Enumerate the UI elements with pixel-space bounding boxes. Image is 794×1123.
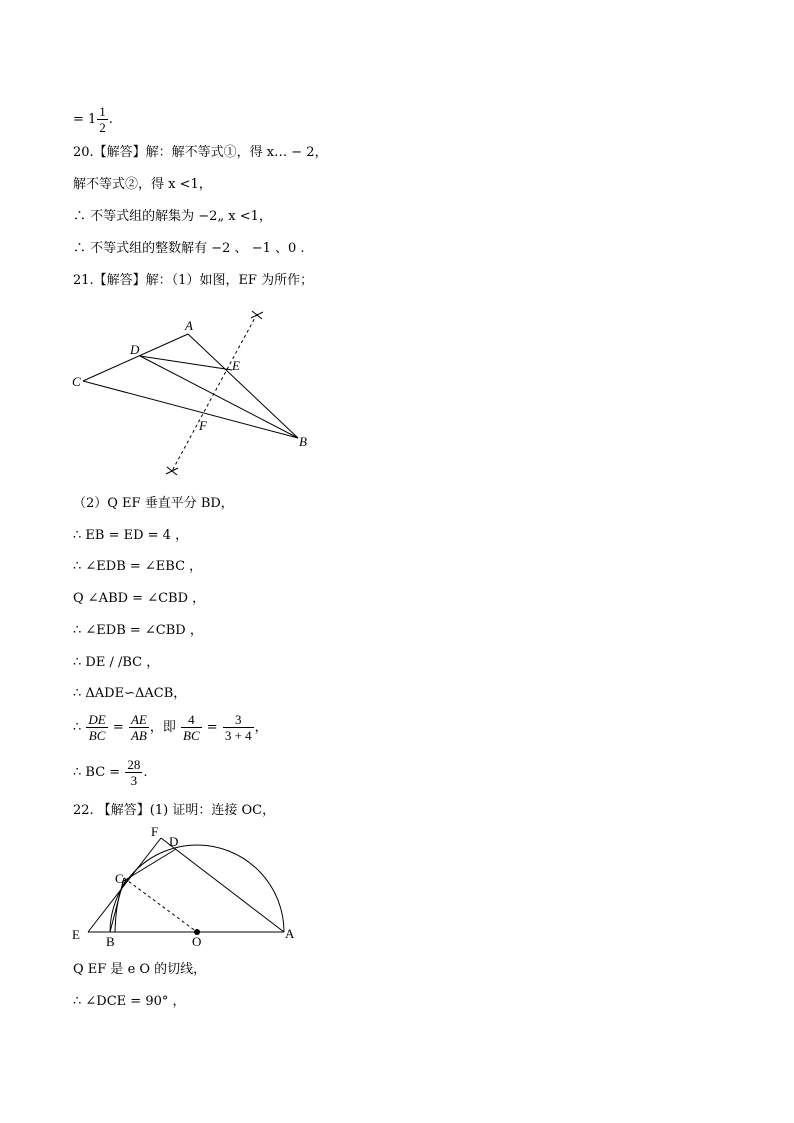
q22-line-1: 22. 【解答】(1) 证明：连接 OC， (73, 803, 276, 818)
q22-line-3: ∴ ∠DCE = 90° ， (73, 994, 186, 1009)
result-suffix: . (108, 112, 113, 127)
segment-oc-dashed (124, 878, 197, 932)
q20-line-3: ∴ 不等式组的解集为 −2„ x <1， (73, 209, 272, 224)
arc-mark-top (251, 311, 263, 319)
label-c: C (72, 374, 81, 389)
label-b: B (299, 434, 307, 449)
label-o: O (192, 934, 202, 949)
q21-line-7: ∴ DE / /BC ， (73, 655, 160, 670)
numerator: AE (130, 712, 147, 727)
q21-line-10 (73, 757, 147, 788)
fraction-denominator: 2 (99, 120, 106, 135)
connector-text: ，即 (149, 720, 176, 735)
q22-line-2: Q EF 是 e O 的切线， (73, 962, 207, 977)
q21-line-5: Q ∠ABD = ∠CBD ， (73, 591, 206, 606)
denominator: 3 + 4 (224, 728, 252, 743)
label-e: E (72, 927, 80, 942)
label-d: D (169, 834, 179, 849)
arc-mark-bottom (166, 467, 178, 475)
result-fraction (97, 104, 108, 135)
therefore-symbol: ∴ (73, 720, 82, 735)
segment-fa (161, 838, 284, 932)
segment-cb (83, 381, 298, 438)
q20-line-4: ∴ 不等式组的整数解有 −2 、 −1 、0 . (73, 241, 305, 256)
q21-line-2: （2）Q EF 垂直平分 BD， (73, 496, 234, 511)
q21-line-1: 21.【解答】解：（1）如图，EF 为所作； (73, 273, 314, 288)
numerator: 28 (127, 757, 141, 772)
denominator: AB (130, 728, 147, 743)
fraction-28-3 (125, 757, 142, 788)
fraction-numerator: 1 (99, 104, 106, 119)
q21-line-3: ∴ EB = ED = 4 ， (73, 528, 189, 543)
q20-line-1: 20.【解答】解：解不等式①，得 x… − 2， (73, 145, 328, 160)
semicircle-arc (110, 845, 284, 932)
period: . (143, 765, 148, 780)
fraction-3-3plus4 (223, 712, 254, 743)
denominator: BC (183, 728, 200, 743)
label-b: B (106, 934, 115, 949)
result-line (73, 104, 113, 135)
label-f: F (199, 418, 207, 433)
fraction-4-bc (181, 712, 202, 743)
perpendicular-bisector-ef (172, 314, 257, 471)
equals: = (206, 720, 218, 735)
numerator: DE (88, 712, 106, 727)
tangent-line-ef (88, 838, 161, 932)
label-d: D (130, 342, 140, 357)
label-e: E (232, 358, 240, 373)
comma: ， (254, 720, 268, 735)
equals: = (112, 720, 124, 735)
q21-line-8: ∴ ΔADE∽ΔACB， (73, 686, 187, 701)
label-c: C (115, 871, 124, 886)
denominator: 3 (130, 773, 138, 788)
denominator: BC (88, 728, 106, 743)
fraction-ae-ab (129, 712, 149, 743)
result-prefix: = 1 (73, 112, 97, 127)
bc-equals: ∴ BC = (73, 765, 121, 780)
q21-line-6: ∴ ∠EDB = ∠CBD ， (73, 623, 203, 638)
numerator: 3 (223, 712, 254, 728)
label-a: A (185, 318, 193, 333)
label-f: F (151, 824, 159, 839)
q21-line-4: ∴ ∠EDB = ∠EBC ， (73, 559, 203, 574)
q20-line-2: 解不等式②，得 x <1， (73, 177, 212, 192)
fraction-de-bc (86, 712, 107, 743)
label-a: A (285, 926, 295, 941)
q21-triangle-figure (0, 300, 340, 485)
numerator: 4 (181, 712, 202, 728)
q21-line-9 (73, 712, 268, 743)
q22-semicircle-figure (0, 822, 310, 952)
